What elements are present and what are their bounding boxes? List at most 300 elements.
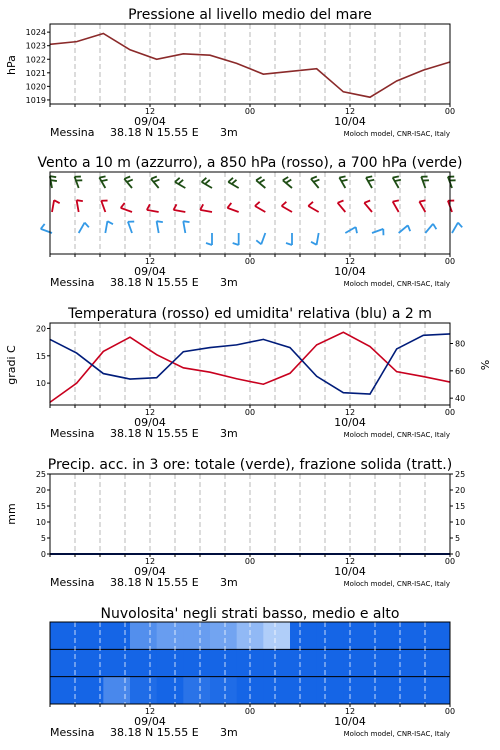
wind-barb-850: [174, 204, 186, 212]
location-coords: 38.18 N 15.55 E: [110, 427, 199, 440]
cloud-cell: [157, 677, 184, 704]
location-altitude: 3m: [220, 276, 238, 289]
barb-feather: [200, 204, 203, 210]
wind-barb-850: [255, 202, 265, 212]
pressure-point: [396, 80, 397, 81]
model-credit: Moloch model, CNR-ISAC, Italy: [343, 280, 450, 288]
x-tick-label: 12: [344, 257, 356, 266]
pressure-point: [236, 63, 237, 64]
y-tick-label-right: 5: [455, 534, 461, 543]
pressure-point: [423, 70, 424, 71]
x-tick-label: 12: [344, 107, 356, 116]
cloud-footer: [50, 715, 450, 739]
barb-staff: [255, 206, 265, 212]
barb-staff: [183, 221, 185, 233]
location-altitude: 3m: [220, 126, 238, 139]
barb-feather: [101, 180, 107, 181]
barb-feather: [395, 180, 401, 181]
wind-barb-850: [101, 201, 107, 212]
precip-footer: [50, 565, 450, 589]
x-tick-label: 12: [144, 107, 156, 116]
barb-staff: [77, 200, 79, 212]
x-tick-label: 00: [444, 707, 456, 716]
cloud-cell: [263, 622, 290, 649]
date-label: 10/04: [334, 715, 366, 728]
y-tick-label-right: 60: [455, 366, 466, 376]
cloud-cell: [130, 622, 157, 649]
cloud-cell: [50, 649, 77, 676]
cloud-cell: [423, 649, 450, 676]
wind-barb-700: [339, 176, 347, 188]
y-tick-label: 20: [35, 324, 46, 334]
y-tick-label: 10: [35, 379, 46, 389]
pressure-point: [129, 49, 130, 50]
barb-staff: [261, 233, 265, 244]
barb-feather: [308, 202, 313, 206]
precip-y-label: mm: [5, 503, 18, 525]
barb-feather: [366, 176, 372, 177]
wind-barb-700: [151, 176, 159, 188]
cloud-cell: [397, 649, 424, 676]
cloud-cell: [210, 649, 237, 676]
cloud-cell: [263, 677, 290, 704]
date-label: 10/04: [334, 115, 366, 128]
y-tick-label: 1024: [25, 28, 46, 38]
pressure-point: [103, 33, 104, 34]
x-tick-label: 12: [144, 408, 156, 417]
barb-staff: [147, 210, 159, 212]
y-tick-label: 1019: [25, 95, 46, 105]
cloud-cell: [290, 677, 317, 704]
barb-feather: [178, 180, 183, 184]
barb-staff: [157, 221, 159, 233]
model-credit: Moloch model, CNR-ISAC, Italy: [343, 580, 450, 588]
temperature-point: [156, 354, 157, 355]
wind-barb-10m: [183, 221, 189, 233]
barb-feather: [154, 180, 160, 182]
cloud-cell: [370, 649, 397, 676]
wind-barb-700: [283, 177, 292, 188]
wind-barb-10m: [425, 224, 436, 233]
barb-feather: [314, 180, 320, 182]
humidity-y-ticks: [450, 340, 465, 404]
y-tick-label-right: 0: [455, 550, 461, 559]
x-tick-label: 00: [244, 408, 256, 417]
x-tick-label: 12: [144, 707, 156, 716]
barb-feather: [259, 180, 264, 183]
model-credit: Moloch model, CNR-ISAC, Italy: [343, 130, 450, 138]
barb-staff: [105, 221, 107, 233]
wind-barb-850: [364, 200, 372, 212]
temp-humidity-grid: [75, 323, 425, 405]
barb-feather: [393, 200, 399, 201]
cloud-cell: [50, 622, 77, 649]
temp-humidity-panel: [5, 306, 492, 440]
humidity-point: [209, 347, 210, 348]
barb-feather: [393, 176, 399, 177]
barb-staff: [101, 201, 105, 212]
y-tick-label-right: 25: [455, 470, 466, 479]
x-tick-label: 00: [444, 107, 456, 116]
barb-staff: [339, 178, 345, 188]
barb-staff: [227, 208, 238, 212]
precip-grid: [75, 474, 425, 554]
barb-staff: [345, 227, 355, 233]
wind-barb-850: [338, 200, 346, 212]
pressure-point: [209, 55, 210, 56]
wind-barb-10m: [452, 223, 462, 233]
wind-barb-10m: [206, 233, 212, 245]
wind-barb-850: [393, 200, 399, 212]
wind-barb-10m: [345, 227, 357, 233]
wind-barb-850: [282, 202, 292, 212]
barb-feather: [283, 177, 288, 180]
wind-barb-10m: [286, 233, 292, 245]
pressure-panel: [5, 7, 455, 139]
wind-barb-700: [99, 176, 107, 188]
y-tick-label: 1022: [25, 55, 46, 65]
barb-staff: [393, 178, 399, 188]
cloud-cell: [50, 677, 77, 704]
y-tick-label-right: 20: [455, 486, 466, 495]
humidity-point: [156, 377, 157, 378]
pressure-grid: [75, 24, 425, 104]
barb-staff: [366, 178, 372, 188]
date-label: 10/04: [334, 416, 366, 429]
location-altitude: 3m: [220, 427, 238, 440]
wind-barbs: [41, 176, 462, 245]
barb-feather: [157, 221, 163, 222]
barb-staff: [372, 229, 383, 233]
cloud-cell: [103, 622, 130, 649]
date-label: 09/04: [134, 416, 166, 429]
temp-humidity-title: Temperatura (rosso) ed umidita' relativa (blu) a 2 m: [68, 306, 432, 322]
wind-x-ticks: [50, 254, 455, 266]
humidity-point: [76, 352, 77, 353]
temperature-point: [263, 384, 264, 385]
pressure-point: [369, 97, 370, 98]
barb-feather: [356, 227, 357, 233]
pressure-x-ticks: [50, 104, 455, 116]
temperature-point: [423, 376, 424, 377]
wind-barb-10m: [256, 233, 265, 244]
pressure-title: Pressione al livello medio del mare: [128, 7, 372, 23]
temperature-point: [129, 337, 130, 338]
barb-feather: [255, 202, 260, 206]
precip-y-ticks: [36, 470, 50, 559]
pressure-point: [76, 41, 77, 42]
wind-barb-700: [202, 178, 212, 188]
wind-barb-700: [124, 176, 132, 188]
location-name: Messina: [50, 576, 95, 589]
barb-feather: [121, 203, 125, 208]
y-tick-label: 0: [40, 550, 46, 559]
x-tick-label: 12: [344, 408, 356, 417]
barb-staff: [419, 202, 425, 212]
cloud-cell: [157, 622, 184, 649]
wind-barb-850: [227, 203, 238, 212]
wind-barb-10m: [372, 229, 383, 235]
cloud-panel: [50, 606, 455, 739]
wind-barb-10m: [233, 233, 239, 245]
wind-barb-700: [448, 177, 456, 188]
barb-feather: [107, 221, 113, 224]
x-tick-label: 12: [144, 557, 156, 566]
humidity-y-label: %: [479, 359, 492, 371]
cloud-cell: [343, 622, 370, 649]
location-altitude: 3m: [220, 576, 238, 589]
x-tick-label: 00: [444, 408, 456, 417]
location-name: Messina: [50, 427, 95, 440]
location-name: Messina: [50, 126, 95, 139]
temperature-point: [369, 346, 370, 347]
humidity-point: [183, 351, 184, 352]
y-tick-label-right: 80: [455, 339, 466, 349]
cloud-cell: [183, 677, 210, 704]
cloud-cell: [183, 622, 210, 649]
cloud-cell: [210, 677, 237, 704]
y-tick-label: 10: [35, 518, 46, 527]
temperature-point: [183, 367, 184, 368]
temperature-point: [316, 344, 317, 345]
x-tick-label: 00: [444, 257, 456, 266]
barb-staff: [452, 223, 458, 233]
y-tick-label-right: 15: [455, 502, 466, 511]
cloud-cell: [423, 677, 450, 704]
y-tick-label: 1020: [25, 82, 46, 92]
y-tick-label: 20: [35, 486, 46, 495]
humidity-point: [236, 344, 237, 345]
wind-footer: [50, 265, 450, 289]
barb-feather: [339, 176, 345, 177]
pressure-y-ticks: [26, 28, 50, 105]
cloud-cell: [157, 649, 184, 676]
barb-feather: [51, 180, 57, 181]
barb-staff: [128, 222, 132, 233]
barb-feather: [54, 200, 60, 203]
cloud-cell: [183, 649, 210, 676]
barb-feather: [99, 176, 105, 177]
location-coords: 38.18 N 15.55 E: [110, 126, 199, 139]
temperature-point: [209, 372, 210, 373]
model-credit: Moloch model, CNR-ISAC, Italy: [343, 730, 450, 738]
temperature-point: [76, 383, 77, 384]
barb-feather: [205, 180, 210, 184]
temp-y-ticks: [36, 324, 50, 388]
x-tick-label: 00: [244, 257, 256, 266]
barb-staff: [174, 210, 186, 212]
humidity-point: [263, 339, 264, 340]
cloud-cell: [290, 622, 317, 649]
date-label: 09/04: [134, 115, 166, 128]
y-tick-label-right: 40: [455, 394, 466, 404]
temp-y-label: gradi C: [5, 345, 18, 385]
wind-barb-700: [256, 177, 265, 188]
y-tick-label: 5: [40, 534, 46, 543]
x-tick-label: 00: [244, 107, 256, 116]
location-coords: 38.18 N 15.55 E: [110, 726, 199, 739]
temperature-point: [396, 371, 397, 372]
barb-feather: [408, 225, 410, 231]
wind-barb-850: [200, 204, 212, 212]
cloud-cell: [263, 649, 290, 676]
precip-y-ticks-right: [450, 470, 465, 559]
wind-barb-10m: [79, 223, 89, 233]
barb-feather: [256, 177, 261, 180]
barb-feather: [77, 200, 83, 201]
wind-barb-10m: [105, 221, 113, 233]
pressure-point: [183, 53, 184, 54]
barb-feather: [50, 176, 56, 177]
x-tick-label: 12: [144, 257, 156, 266]
cloud-cell: [370, 677, 397, 704]
cloud-cell: [343, 649, 370, 676]
cloud-cell: [317, 649, 344, 676]
wind-barb-850: [52, 200, 60, 212]
wind-barb-850: [121, 203, 132, 212]
cloud-cell: [103, 649, 130, 676]
barb-staff: [317, 233, 319, 245]
pressure-point: [316, 68, 317, 69]
cloud-cell: [130, 677, 157, 704]
cloud-cell: [290, 649, 317, 676]
barb-feather: [341, 180, 347, 181]
temperature-point: [103, 351, 104, 352]
barb-staff: [52, 200, 54, 212]
cloud-cell: [370, 622, 397, 649]
location-name: Messina: [50, 726, 95, 739]
barb-feather: [175, 178, 180, 182]
wind-barb-850: [448, 201, 454, 212]
barb-feather: [147, 204, 150, 210]
barb-feather: [256, 240, 261, 244]
y-tick-label: 1023: [25, 41, 46, 51]
wind-panel: [37, 155, 462, 289]
cloud-cell: [103, 677, 130, 704]
wind-grid: [75, 172, 425, 254]
humidity-point: [369, 393, 370, 394]
barb-staff: [121, 208, 132, 212]
y-tick-label: 15: [35, 502, 46, 511]
wind-barb-850: [77, 200, 83, 212]
date-label: 10/04: [334, 565, 366, 578]
wind-barb-700: [311, 176, 319, 188]
date-label: 10/04: [334, 265, 366, 278]
cloud-cell: [210, 622, 237, 649]
model-credit: Moloch model, CNR-ISAC, Italy: [343, 431, 450, 439]
cloud-cell: [397, 622, 424, 649]
precip-title: Precip. acc. in 3 ore: totale (verde), frazione solida (tratt.): [47, 457, 453, 473]
humidity-point: [289, 347, 290, 348]
pressure-footer: [50, 115, 450, 139]
barb-feather: [202, 178, 207, 182]
barb-feather: [227, 203, 231, 208]
location-name: Messina: [50, 276, 95, 289]
wind-barb-10m: [128, 222, 134, 233]
cloud-x-ticks: [50, 704, 455, 716]
location-altitude: 3m: [220, 726, 238, 739]
wind-barb-700: [228, 178, 238, 188]
barb-feather: [151, 176, 157, 178]
precip-panel: [5, 457, 465, 589]
pressure-point: [156, 59, 157, 60]
barb-feather: [311, 176, 317, 178]
date-label: 09/04: [134, 565, 166, 578]
precip-x-ticks: [50, 554, 455, 566]
wind-barb-700: [366, 176, 374, 188]
date-label: 09/04: [134, 715, 166, 728]
humidity-point: [343, 392, 344, 393]
humidity-point: [396, 348, 397, 349]
barb-feather: [127, 180, 133, 182]
date-label: 09/04: [134, 265, 166, 278]
wind-barb-700: [175, 178, 185, 188]
barb-feather: [364, 200, 370, 202]
x-tick-label: 00: [244, 707, 256, 716]
humidity-point: [103, 373, 104, 374]
cloud-title: Nuvolosita' negli strati basso, medio e alto: [100, 606, 400, 622]
barb-feather: [183, 221, 189, 222]
barb-feather: [368, 180, 374, 181]
barb-staff: [338, 203, 346, 212]
barb-feather: [458, 223, 462, 228]
y-tick-label: 15: [35, 351, 46, 361]
wind-barb-850: [308, 202, 318, 212]
cloud-cell: [343, 677, 370, 704]
cloud-cell: [397, 677, 424, 704]
barb-feather: [338, 200, 344, 202]
barb-staff: [393, 202, 399, 212]
cloud-cell: [317, 677, 344, 704]
barb-feather: [286, 180, 291, 183]
temperature-point: [289, 373, 290, 374]
barb-feather: [419, 200, 425, 201]
barb-feather: [228, 178, 233, 182]
barb-feather: [311, 242, 317, 245]
barb-staff: [425, 224, 433, 233]
x-tick-label: 00: [444, 557, 456, 566]
y-tick-label: 1021: [25, 68, 46, 78]
barb-staff: [200, 210, 212, 212]
barb-feather: [41, 224, 45, 229]
pressure-point: [343, 91, 344, 92]
wind-barb-850: [147, 204, 159, 212]
temp-humidity-x-ticks: [50, 405, 455, 417]
location-coords: 38.18 N 15.55 E: [110, 576, 199, 589]
x-tick-label: 12: [344, 707, 356, 716]
pressure-point: [289, 71, 290, 72]
barb-feather: [85, 223, 89, 228]
wind-barb-700: [50, 176, 57, 188]
pressure-y-label: hPa: [5, 55, 18, 75]
humidity-point: [316, 376, 317, 377]
barb-feather: [282, 202, 287, 206]
wind-barb-700: [75, 177, 83, 188]
barb-feather: [433, 224, 436, 229]
barb-staff: [79, 223, 85, 233]
temperature-point: [343, 332, 344, 333]
pressure-point: [263, 74, 264, 75]
y-tick-label-right: 10: [455, 518, 466, 527]
humidity-point: [129, 378, 130, 379]
barb-feather: [232, 180, 237, 184]
y-tick-label: 25: [35, 470, 46, 479]
temperature-point: [236, 378, 237, 379]
wind-title: Vento a 10 m (azzurro), a 850 hPa (rosso), a 700 hPa (verde): [37, 155, 463, 171]
wind-barb-10m: [157, 221, 163, 233]
wind-barb-10m: [311, 233, 319, 245]
cloud-cell: [317, 622, 344, 649]
